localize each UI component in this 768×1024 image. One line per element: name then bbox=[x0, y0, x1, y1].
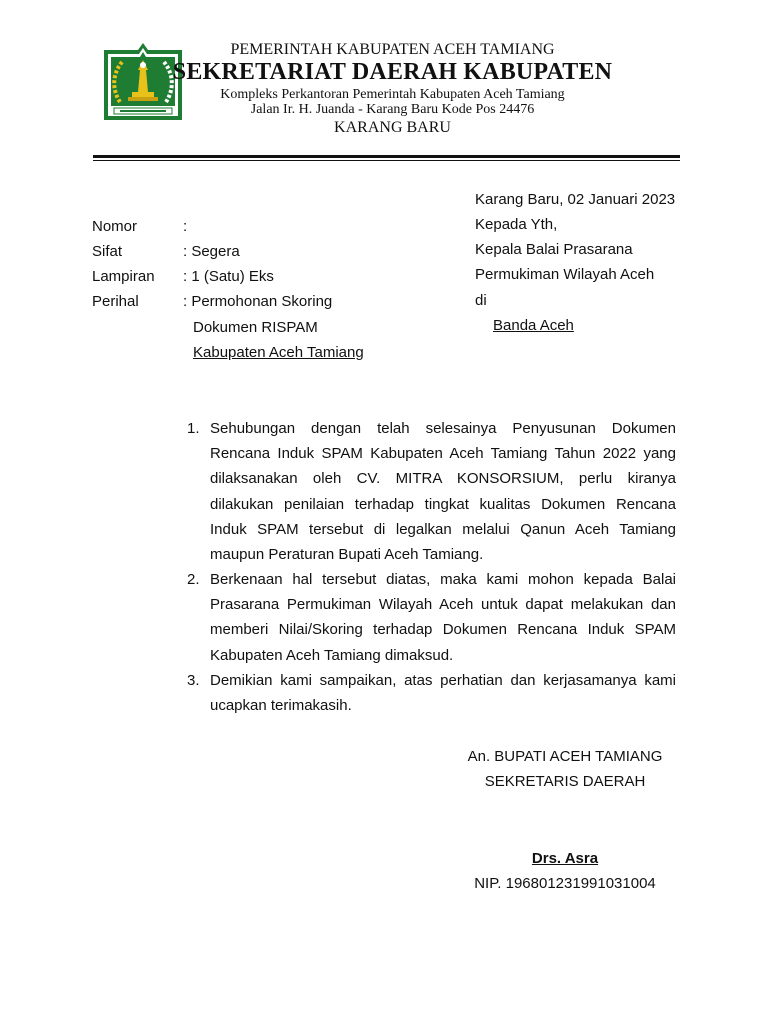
perihal-value-line-1: : Permohonan Skoring bbox=[183, 293, 333, 310]
paragraph-number-3: 3. bbox=[187, 672, 200, 689]
paragraph-number-2: 2. bbox=[187, 571, 200, 588]
paragraph-2: Berkenaan hal tersebut diatas, maka kami mohon kepada Balai Prasarana Permukiman Wilayah Aceh untuk dapat melakukan dan memberi Nilai/Skoring terhadap Dokumen Rencana Induk SPAM Kabupaten Aceh Tamiang dimaksud. bbox=[210, 571, 676, 664]
signatory-name: Drs. Asra bbox=[531, 850, 599, 867]
paragraph-1: Sehubungan dengan telah selesainya Penyusunan Dokumen Rencana Induk SPAM Kabupaten Aceh Tamiang Tahun 2022 yang dilaksanakan oleh CV. MITRA KONSORSIUM, perlu kiranya dilakukan penilaian terhadap tingkat kualitas Dokumen Rencana Induk SPAM tersebut di legalkan melalui Qanun Aceh Tamiang maupun Peraturan Bupati Aceh Tamiang. bbox=[210, 420, 676, 564]
signature-on-behalf: An. BUPATI ACEH TAMIANG bbox=[467, 748, 663, 765]
sifat-label: Sifat bbox=[92, 243, 123, 260]
letterhead-government-line: PEMERINTAH KABUPATEN ACEH TAMIANG bbox=[230, 41, 555, 58]
recipient-greeting: Kepada Yth, bbox=[475, 216, 558, 233]
perihal-value-line-3: Kabupaten Aceh Tamiang bbox=[193, 344, 364, 361]
letterhead-rule-thin bbox=[93, 160, 680, 161]
paragraph-3: Demikian kami sampaikan, atas perhatian dan kerjasamanya kami ucapkan terimakasih. bbox=[210, 672, 676, 715]
signature-title: SEKRETARIS DAERAH bbox=[484, 773, 646, 790]
recipient-line-1: Kepala Balai Prasarana bbox=[475, 241, 633, 258]
letterhead-rule-thick bbox=[93, 155, 680, 158]
perihal-label: Perihal bbox=[92, 293, 139, 310]
letter-date: Karang Baru, 02 Januari 2023 bbox=[475, 191, 676, 208]
signatory-nip: NIP. 196801231991031004 bbox=[474, 875, 656, 892]
perihal-value-line-2: Dokumen RISPAM bbox=[193, 319, 318, 336]
lampiran-value: : 1 (Satu) Eks bbox=[183, 268, 274, 285]
recipient-di: di bbox=[475, 292, 487, 309]
letterhead-address-line: Kompleks Perkantoran Pemerintah Kabupaten Aceh Tamiang bbox=[220, 87, 565, 102]
recipient-city: Banda Aceh bbox=[493, 317, 574, 334]
paragraph-number-1: 1. bbox=[187, 420, 200, 437]
lampiran-label: Lampiran bbox=[92, 268, 155, 285]
sifat-value: : Segera bbox=[183, 243, 240, 260]
letterhead-street-line: Jalan Ir. H. Juanda - Karang Baru Kode Pos 24476 bbox=[250, 102, 535, 117]
nomor-value: : bbox=[183, 218, 188, 235]
letterhead-city-line: KARANG BARU bbox=[334, 119, 451, 136]
letterhead-office-title: SEKRETARIAT DAERAH KABUPATEN bbox=[172, 59, 613, 85]
nomor-label: Nomor bbox=[92, 218, 138, 235]
recipient-line-2: Permukiman Wilayah Aceh bbox=[475, 266, 655, 283]
